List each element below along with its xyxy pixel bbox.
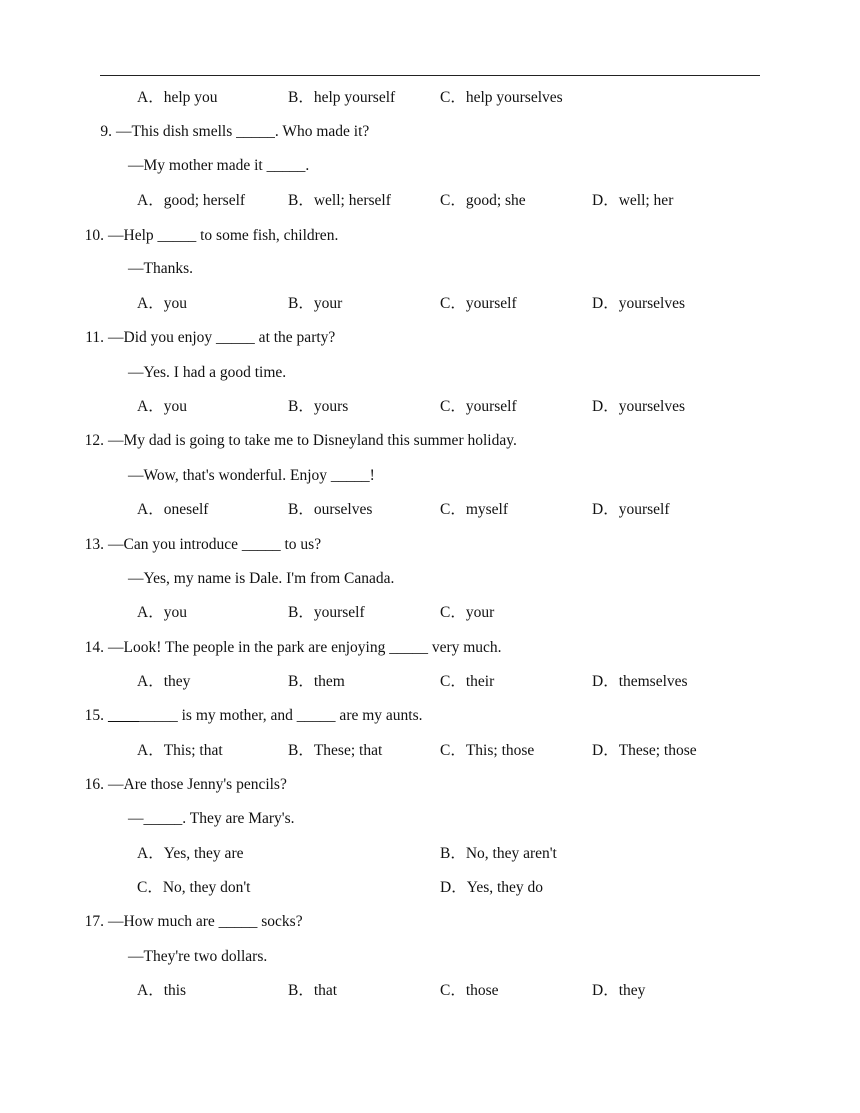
- question-stem: —How much are _____ socks?: [108, 913, 303, 930]
- option-d[interactable]: D．they: [592, 982, 646, 999]
- question-stem: —Can you introduce _____ to us?: [108, 536, 322, 553]
- option-c[interactable]: C．your: [440, 604, 495, 621]
- question-stem-text: _____ is my mother, and _____ are my aunts.: [139, 707, 423, 724]
- option-a[interactable]: A．good; herself: [137, 192, 246, 209]
- question-reply: —They're two dollars.: [128, 948, 268, 965]
- question-stem: —This dish smells _____. Who made it?: [116, 123, 370, 140]
- question-stem: —Did you enjoy _____ at the party?: [108, 329, 336, 346]
- question-reply: —_____. They are Mary's.: [128, 810, 295, 827]
- option-c[interactable]: C．myself: [440, 501, 509, 518]
- option-b[interactable]: B．well; herself: [288, 192, 391, 209]
- option-c[interactable]: C．This; those: [440, 742, 535, 759]
- option-c[interactable]: C．those: [440, 982, 499, 999]
- option-c[interactable]: C．good; she: [440, 192, 526, 209]
- question-number: 17.: [84, 913, 104, 930]
- option-a[interactable]: A．this: [137, 982, 187, 999]
- option-d[interactable]: D．themselves: [592, 673, 688, 690]
- option-d[interactable]: D．These; those: [592, 742, 697, 759]
- option-d[interactable]: D．well; her: [592, 192, 674, 209]
- option-b[interactable]: B．yours: [288, 398, 349, 415]
- option-c[interactable]: C．help yourselves: [440, 89, 563, 106]
- question-stem: —My dad is going to take me to Disneyland this summer holiday.: [108, 432, 517, 449]
- question-number: 15.: [84, 707, 104, 724]
- option-d[interactable]: D．Yes, they do: [440, 879, 544, 896]
- question-number: 11.: [85, 329, 104, 346]
- option-a[interactable]: A．you: [137, 398, 187, 415]
- option-d[interactable]: D．yourselves: [592, 295, 685, 312]
- underlined-blank: ____: [108, 707, 139, 724]
- question-reply: —My mother made it _____.: [128, 157, 310, 174]
- option-c[interactable]: C．yourself: [440, 295, 517, 312]
- option-c[interactable]: C．their: [440, 673, 495, 690]
- option-c[interactable]: C．No, they don't: [137, 879, 251, 896]
- option-a[interactable]: A．Yes, they are: [137, 845, 244, 862]
- option-a[interactable]: A．This; that: [137, 742, 223, 759]
- question-number: 9.: [100, 123, 112, 140]
- question-reply: —Wow, that's wonderful. Enjoy _____!: [128, 467, 375, 484]
- option-d[interactable]: D．yourselves: [592, 398, 685, 415]
- option-c[interactable]: C．yourself: [440, 398, 517, 415]
- question-stem: —Are those Jenny's pencils?: [108, 776, 287, 793]
- option-a[interactable]: A．they: [137, 673, 191, 690]
- question-stem: —Look! The people in the park are enjoying _____ very much.: [108, 639, 502, 656]
- option-a[interactable]: A．oneself: [137, 501, 209, 518]
- question-number: 14.: [84, 639, 104, 656]
- option-d[interactable]: D．yourself: [592, 501, 670, 518]
- option-b[interactable]: B．that: [288, 982, 338, 999]
- option-b[interactable]: B．your: [288, 295, 343, 312]
- question-reply: —Yes, my name is Dale. I'm from Canada.: [128, 570, 395, 587]
- option-b[interactable]: B．them: [288, 673, 345, 690]
- option-b[interactable]: B．yourself: [288, 604, 365, 621]
- option-b[interactable]: B．These; that: [288, 742, 383, 759]
- option-b[interactable]: B．No, they aren't: [440, 845, 557, 862]
- question-number: 10.: [84, 227, 104, 244]
- question-reply: —Thanks.: [128, 260, 194, 277]
- option-b[interactable]: B．ourselves: [288, 501, 373, 518]
- option-a[interactable]: A．help you: [137, 89, 218, 106]
- option-a[interactable]: A．you: [137, 295, 187, 312]
- header-rule: [100, 75, 760, 76]
- option-b[interactable]: B．help yourself: [288, 89, 396, 106]
- question-reply: —Yes. I had a good time.: [128, 364, 287, 381]
- question-number: 13.: [84, 536, 104, 553]
- question-stem: [108, 707, 423, 725]
- question-number: 16.: [84, 776, 104, 793]
- question-number: 12.: [84, 432, 104, 449]
- option-a[interactable]: A．you: [137, 604, 187, 621]
- question-stem: —Help _____ to some fish, children.: [108, 227, 339, 244]
